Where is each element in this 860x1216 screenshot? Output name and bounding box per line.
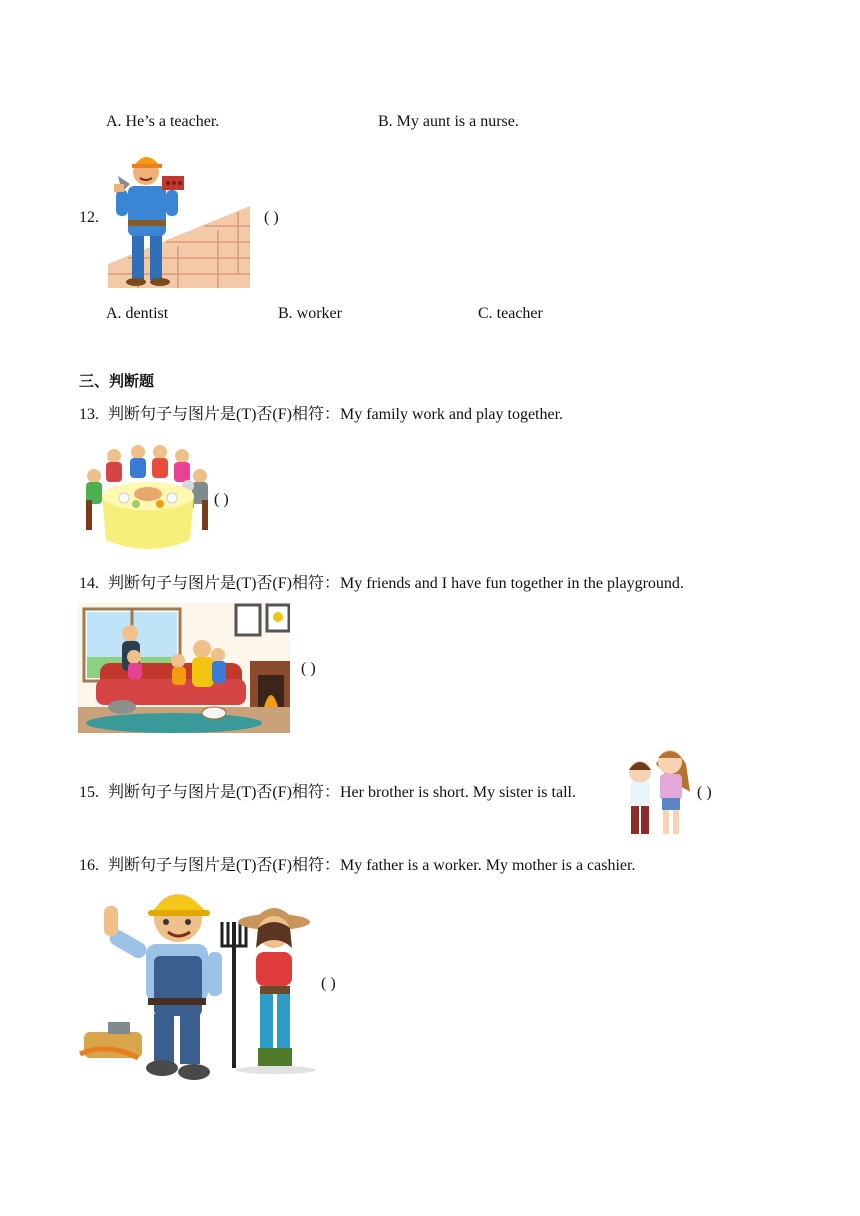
q14-text: 判断句子与图片是(T)否(F)相符：My friends and I have fun together in the playground. (108, 575, 684, 592)
q13-answer-paren: ( ) (214, 491, 229, 508)
q11-option-b: B. My aunt is a nurse. (378, 113, 519, 130)
q13-text: 判断句子与图片是(T)否(F)相符：My family work and play together. (108, 406, 564, 423)
q12-answer-paren: ( ) (264, 209, 279, 226)
brother-sister-image (622, 742, 696, 840)
q12-option-b: B. worker (278, 305, 342, 322)
q15-text: 判断句子与图片是(T)否(F)相符：Her brother is short. My sister is tall. (108, 784, 576, 801)
worker-and-farmer-image (78, 882, 322, 1086)
q12-option-a: A. dentist (106, 305, 169, 322)
q14-answer-paren: ( ) (301, 660, 316, 677)
q13-number: 13. (79, 406, 99, 423)
q14-number: 14. (79, 575, 99, 592)
q12-option-c: C. teacher (478, 305, 543, 322)
q15-number: 15. (79, 784, 99, 801)
q15-answer-paren: ( ) (697, 784, 712, 801)
family-dinner-image (80, 440, 214, 552)
q16-answer-paren: ( ) (321, 975, 336, 992)
family-living-room-image (78, 603, 290, 733)
section-heading: 三、判断题 (79, 372, 155, 390)
q16-number: 16. (79, 857, 99, 874)
worker-with-bricks-image (108, 146, 252, 288)
q16-text: 判断句子与图片是(T)否(F)相符：My father is a worker. My mother is a cashier. (108, 857, 636, 874)
q11-option-a: A. He’s a teacher. (106, 113, 220, 130)
q12-number: 12. (79, 209, 99, 226)
